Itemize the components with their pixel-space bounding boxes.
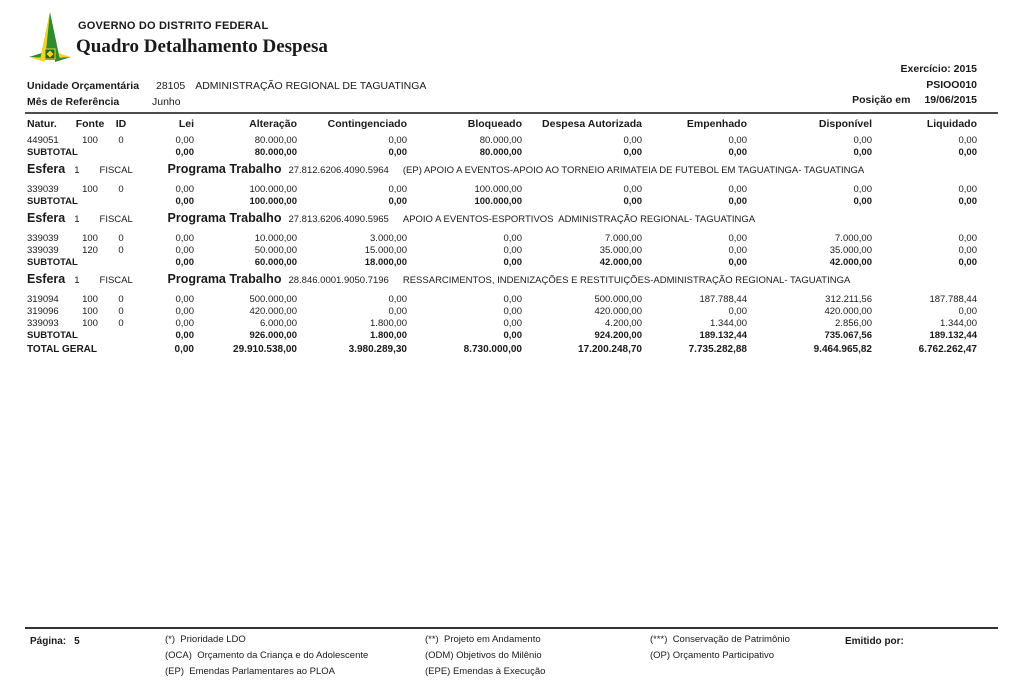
mes-referencia-line <box>27 95 181 109</box>
table-row <box>27 294 977 306</box>
esfera-number: 1 <box>74 214 80 225</box>
org-name: GOVERNO DO DISTRITO FEDERAL <box>78 20 269 32</box>
programa-trabalho-code: 28.846.0001.9050.7196 <box>288 275 389 286</box>
cell: 100.000,00 <box>249 196 297 207</box>
esfera-type: FISCAL <box>99 214 133 225</box>
cell: 0,00 <box>728 135 747 146</box>
cell: 0,00 <box>503 257 522 268</box>
cell: 420.000,00 <box>249 306 297 317</box>
mes-value: Junho <box>152 96 181 108</box>
cell: 100 <box>82 306 98 317</box>
cell: 420.000,00 <box>824 306 872 317</box>
cell: 0 <box>118 233 124 244</box>
cell: 10.000,00 <box>254 233 297 244</box>
report-meta-right <box>852 62 977 109</box>
cell: 100 <box>82 184 98 195</box>
cell: 339093 <box>27 318 59 329</box>
cell: 0,00 <box>958 245 977 256</box>
posicao-label: Posição em <box>852 94 911 106</box>
esfera-label: Esfera <box>27 211 66 225</box>
column-header: Liquidado <box>926 118 977 130</box>
cell: 339039 <box>27 233 59 244</box>
legend-item: (EPE) Emendas à Execução <box>425 666 546 677</box>
legend-column-1 <box>165 632 368 680</box>
subtotal-label: SUBTOTAL <box>27 257 78 268</box>
table-row <box>27 135 977 147</box>
cell: 0,00 <box>503 318 522 329</box>
cell: 15.000,00 <box>364 245 407 256</box>
cell: 339039 <box>27 245 59 256</box>
esfera-row <box>27 162 1024 177</box>
column-header: Alteração <box>249 118 297 130</box>
report-code: PSIOO010 <box>926 78 977 91</box>
cell: 735.067,56 <box>824 330 872 341</box>
legend-item: (EP) Emendas Parlamentares ao PLOA <box>165 666 336 677</box>
cell: 120 <box>82 245 98 256</box>
cell: 8.730.000,00 <box>463 344 522 355</box>
table-header-row <box>27 118 977 131</box>
cell: 0,00 <box>728 196 747 207</box>
cell: 50.000,00 <box>254 245 297 256</box>
cell: 0,00 <box>728 245 747 256</box>
cell: 189.132,44 <box>929 330 977 341</box>
table-row <box>27 233 977 245</box>
esfera-label: Esfera <box>27 162 66 176</box>
cell: 42.000,00 <box>599 257 642 268</box>
cell: 339039 <box>27 184 59 195</box>
cell: 0,00 <box>175 330 194 341</box>
programa-trabalho-label: Programa Trabalho <box>167 272 282 286</box>
cell: 0,00 <box>175 318 194 329</box>
posicao-line <box>852 93 977 109</box>
cell: 0,00 <box>853 147 872 158</box>
cell: 0,00 <box>503 294 522 305</box>
cell: 0,00 <box>958 147 977 158</box>
esfera-number: 1 <box>74 165 80 176</box>
unidade-code: 28105 <box>156 80 186 92</box>
cell: 100 <box>82 294 98 305</box>
subtotal-row <box>27 196 977 207</box>
page-number <box>30 636 80 647</box>
programa-trabalho-code: 27.813.6206.4090.5965 <box>288 214 389 225</box>
cell: 0 <box>118 318 124 329</box>
column-header: Disponível <box>818 118 872 130</box>
subtotal-label: SUBTOTAL <box>27 196 78 207</box>
legend-column-3 <box>650 632 790 664</box>
cell: 0,00 <box>853 184 872 195</box>
cell: 29.910.538,00 <box>233 344 297 355</box>
cell: 0,00 <box>388 306 407 317</box>
cell: 18.000,00 <box>364 257 407 268</box>
cell: 0,00 <box>728 147 747 158</box>
cell: 0,00 <box>388 294 407 305</box>
cell: 0,00 <box>623 147 642 158</box>
cell: 926.000,00 <box>249 330 297 341</box>
cell: 1.344,00 <box>940 318 977 329</box>
esfera-type: FISCAL <box>99 165 133 176</box>
cell: 500.000,00 <box>249 294 297 305</box>
cell: 100.000,00 <box>249 184 297 195</box>
column-header: ID <box>115 118 127 130</box>
cell: 0,00 <box>958 196 977 207</box>
unidade-orcamentaria-line <box>27 79 426 93</box>
cell: 6.762.262,47 <box>918 344 977 355</box>
cell: 0,00 <box>175 233 194 244</box>
unidade-label: Unidade Orçamentária <box>27 80 140 92</box>
cell: 0 <box>118 306 124 317</box>
cell: 0,00 <box>175 196 194 207</box>
cell: 0,00 <box>728 184 747 195</box>
cell: 0,00 <box>958 257 977 268</box>
programa-trabalho-description: APOIO A EVENTOS-ESPORTIVOS ADMINISTRAÇÃO REGIONAL- TAGUATINGA <box>402 214 756 225</box>
legend-item: (*) Prioridade LDO <box>165 634 246 645</box>
esfera-label: Esfera <box>27 272 66 286</box>
cell: 319094 <box>27 294 59 305</box>
esfera-number: 1 <box>74 275 80 286</box>
esfera-type: FISCAL <box>99 275 133 286</box>
total-geral-label: TOTAL GERAL <box>27 344 97 355</box>
cell: 1.800,00 <box>370 330 407 341</box>
cell: 420.000,00 <box>594 306 642 317</box>
emitido-por-label: Emitido por: <box>845 636 904 647</box>
cell: 924.200,00 <box>594 330 642 341</box>
cell: 0,00 <box>958 184 977 195</box>
legend-item: (OCA) Orçamento da Criança e do Adolescente <box>165 650 369 661</box>
programa-trabalho-label: Programa Trabalho <box>167 211 282 225</box>
programa-trabalho-description: RESSARCIMENTOS, INDENIZAÇÕES E RESTITUIÇÕES-ADMINISTRAÇÃO REGIONAL- TAGUATINGA <box>402 275 851 286</box>
exercicio-label: Exercício: 2015 <box>900 63 977 75</box>
table-row <box>27 184 977 196</box>
total-geral-row <box>27 344 977 356</box>
cell: 0,00 <box>958 233 977 244</box>
subtotal-row <box>27 147 977 158</box>
cell: 0,00 <box>958 135 977 146</box>
legend-item: (ODM) Objetivos do Milênio <box>425 650 542 661</box>
table-row <box>27 245 977 257</box>
cell: 7.735.282,88 <box>688 344 747 355</box>
cell: 100 <box>82 135 98 146</box>
cell: 0,00 <box>728 306 747 317</box>
legend-item: (OP) Orçamento Participativo <box>650 650 775 661</box>
cell: 3.000,00 <box>370 233 407 244</box>
column-header: Contingenciado <box>327 118 407 130</box>
column-header: Natur. <box>27 118 57 130</box>
cell: 7.000,00 <box>835 233 872 244</box>
subtotal-label: SUBTOTAL <box>27 147 78 158</box>
cell: 0,00 <box>503 245 522 256</box>
cell: 17.200.248,70 <box>578 344 642 355</box>
cell: 60.000,00 <box>254 257 297 268</box>
cell: 0,00 <box>388 147 407 158</box>
cell: 80.000,00 <box>479 135 522 146</box>
cell: 1.800,00 <box>370 318 407 329</box>
cell: 0,00 <box>503 330 522 341</box>
cell: 100.000,00 <box>474 184 522 195</box>
cell: 80.000,00 <box>254 147 297 158</box>
column-header: Fonte <box>75 118 105 130</box>
cell: 80.000,00 <box>254 135 297 146</box>
footer-divider <box>25 627 998 629</box>
subtotal-row <box>27 330 977 341</box>
column-header: Empenhado <box>686 118 747 130</box>
esfera-row <box>27 272 1024 287</box>
programa-trabalho-label: Programa Trabalho <box>167 162 282 176</box>
programa-trabalho-code: 27.812.6206.4090.5964 <box>288 165 389 176</box>
cell: 0,00 <box>728 257 747 268</box>
cell: 0,00 <box>853 135 872 146</box>
cell: 1.344,00 <box>710 318 747 329</box>
cell: 0 <box>118 294 124 305</box>
cell: 500.000,00 <box>594 294 642 305</box>
cell: 0,00 <box>175 257 194 268</box>
legend-item: (***) Conservação de Patrimônio <box>650 634 790 645</box>
cell: 0,00 <box>175 135 194 146</box>
cell: 0,00 <box>623 196 642 207</box>
cell: 7.000,00 <box>605 233 642 244</box>
gdf-logo-icon <box>28 10 72 66</box>
posicao-value: 19/06/2015 <box>924 94 977 106</box>
cell: 187.788,44 <box>929 294 977 305</box>
cell: 0 <box>118 135 124 146</box>
cell: 35.000,00 <box>599 245 642 256</box>
cell: 0,00 <box>174 344 194 355</box>
cell: 449051 <box>27 135 59 146</box>
cell: 0,00 <box>388 196 407 207</box>
subtotal-label: SUBTOTAL <box>27 330 78 341</box>
despesa-table <box>0 114 1024 356</box>
cell: 0,00 <box>623 184 642 195</box>
column-header: Lei <box>178 118 194 130</box>
cell: 312.211,56 <box>825 294 872 305</box>
cell: 189.132,44 <box>699 330 747 341</box>
cell: 100.000,00 <box>474 196 522 207</box>
cell: 0,00 <box>623 135 642 146</box>
cell: 35.000,00 <box>829 245 872 256</box>
programa-trabalho-description: (EP) APOIO A EVENTOS-APOIO AO TORNEIO ARIMATEIA DE FUTEBOL EM TAGUATINGA- TAGUATINGA <box>402 165 865 176</box>
cell: 0,00 <box>388 184 407 195</box>
subtotal-row <box>27 257 977 268</box>
table-row <box>27 318 977 330</box>
cell: 0,00 <box>175 306 194 317</box>
unidade-name: ADMINISTRAÇÃO REGIONAL DE TAGUATINGA <box>195 80 427 92</box>
cell: 0,00 <box>175 184 194 195</box>
cell: 100 <box>82 318 98 329</box>
page-title: Quadro Detalhamento Despesa <box>76 36 328 57</box>
cell: 100 <box>82 233 98 244</box>
cell: 80.000,00 <box>479 147 522 158</box>
cell: 187.788,44 <box>699 294 747 305</box>
esfera-row <box>27 211 1024 226</box>
cell: 0,00 <box>388 135 407 146</box>
column-header: Bloqueado <box>467 118 522 130</box>
cell: 6.000,00 <box>260 318 297 329</box>
cell: 4.200,00 <box>605 318 642 329</box>
cell: 0,00 <box>728 233 747 244</box>
page-number-label: Página: <box>30 636 67 647</box>
cell: 42.000,00 <box>829 257 872 268</box>
cell: 3.980.289,30 <box>348 344 407 355</box>
legend-item: (**) Projeto em Andamento <box>425 634 541 645</box>
cell: 0 <box>118 184 124 195</box>
cell: 0,00 <box>503 306 522 317</box>
cell: 319096 <box>27 306 59 317</box>
column-header: Despesa Autorizada <box>542 118 642 130</box>
page-number-value: 5 <box>74 636 80 647</box>
cell: 0,00 <box>853 196 872 207</box>
cell: 0,00 <box>503 233 522 244</box>
cell: 0,00 <box>175 147 194 158</box>
legend-column-2 <box>425 632 545 680</box>
mes-label: Mês de Referência <box>27 96 120 108</box>
cell: 0 <box>118 245 124 256</box>
cell: 2.856,00 <box>835 318 872 329</box>
cell: 9.464.965,82 <box>813 344 872 355</box>
cell: 0,00 <box>958 306 977 317</box>
cell: 0,00 <box>175 294 194 305</box>
cell: 0,00 <box>175 245 194 256</box>
table-row <box>27 306 977 318</box>
